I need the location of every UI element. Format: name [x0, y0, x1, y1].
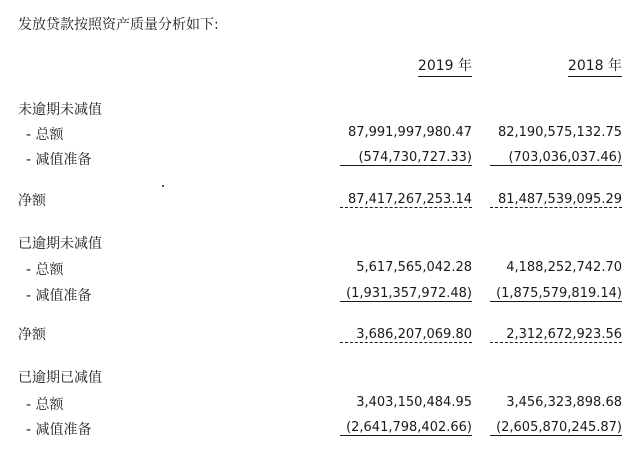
value-2019: (1,931,357,972.48) [340, 286, 472, 302]
value-2019: 3,403,150,484.95 [356, 395, 472, 410]
net-value-2019: 87,417,267,253.14 [340, 192, 472, 208]
net-value-2018: 2,312,672,923.56 [490, 327, 622, 343]
row-label: - 总额 [26, 127, 64, 143]
value-2019: (574,730,727.33) [340, 150, 472, 166]
value-2018: 3,456,323,898.68 [506, 395, 622, 410]
net-label: 净额 [18, 327, 46, 343]
row-label: - 总额 [26, 262, 64, 278]
value-2018: (2,605,870,245.87) [490, 420, 622, 436]
stray-mark [162, 185, 164, 187]
year-header-2018: 2018 年 [568, 55, 622, 77]
value-2018: 4,188,252,742.70 [506, 260, 622, 275]
value-2018: (1,875,579,819.14) [490, 286, 622, 302]
value-2018: (703,036,037.46) [490, 150, 622, 166]
year-header-2019: 2019 年 [418, 55, 472, 77]
value-2019: (2,641,798,402.66) [340, 420, 472, 436]
net-value-2018: 81,487,539,095.29 [490, 192, 622, 208]
intro-text: 发放贷款按照资产质量分析如下: [18, 17, 219, 33]
row-label: - 总额 [26, 397, 64, 413]
section-title: 未逾期未减值 [18, 102, 102, 118]
value-2018: 82,190,575,132.75 [497, 125, 622, 140]
value-2019: 87,991,997,980.47 [347, 125, 472, 140]
section-title: 已逾期已减值 [18, 370, 102, 386]
value-2019: 5,617,565,042.28 [356, 260, 472, 275]
row-label: - 减值准备 [26, 422, 92, 438]
row-label: - 减值准备 [26, 152, 92, 168]
row-label: - 减值准备 [26, 288, 92, 304]
net-label: 净额 [18, 193, 46, 209]
net-value-2019: 3,686,207,069.80 [340, 327, 472, 343]
section-title: 已逾期未减值 [18, 236, 102, 252]
